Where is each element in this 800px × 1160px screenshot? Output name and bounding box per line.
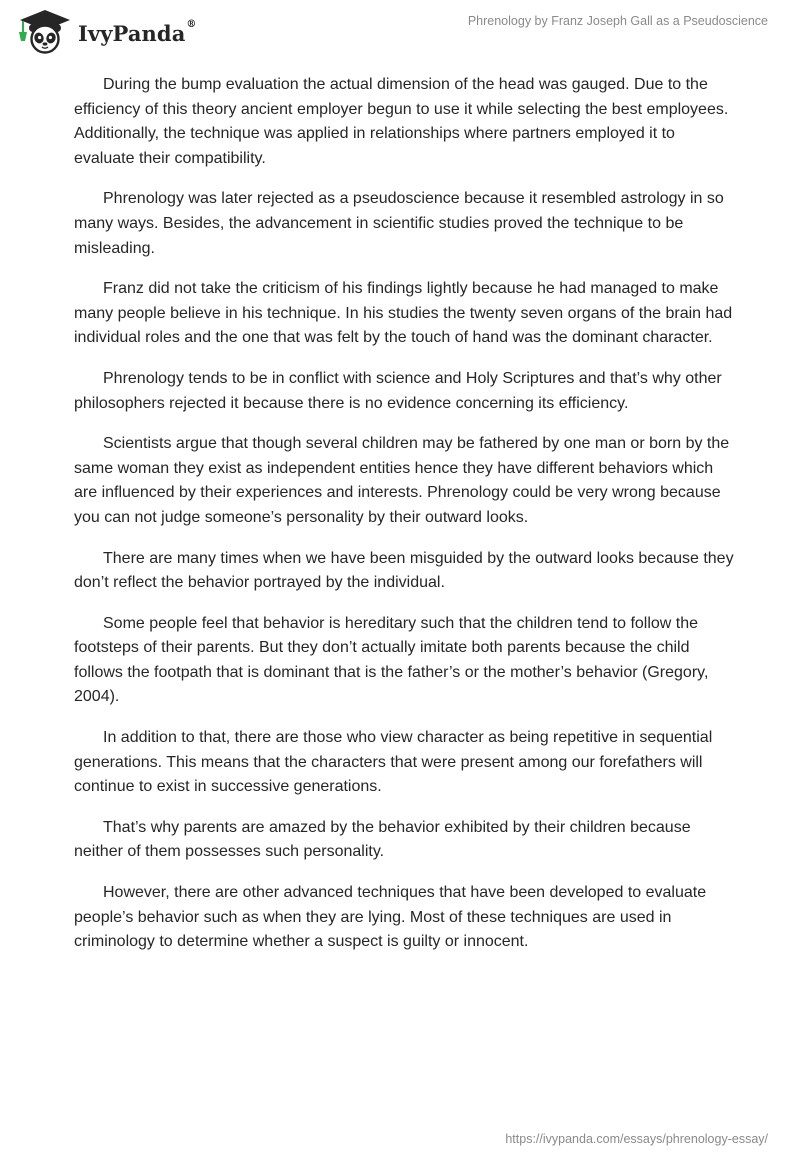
source-url[interactable]: https://ivypanda.com/essays/phrenology-essay/ [505, 1132, 768, 1146]
paragraph: Scientists argue that though several children may be fathered by one man or born by the same woman they exist as independent entities hence they have different behaviors which are influenced by their experiences and interests. Phrenology could be very wrong because you can not judge someone’s personality by their outward looks. [74, 435, 730, 526]
paragraph: Some people feel that behavior is hereditary such that the children tend to follow the footsteps of their parents. But they don’t actually imitate both parents because the child follows the footpath that is dominant that is the father’s or the mother’s behavior (Gregory, 2004). [74, 614, 709, 706]
paragraph: Phrenology was later rejected as a pseudoscience because it resembled astrology in so many ways. Besides, the advancement in scientific studies proved the technique to be misleading. [74, 190, 724, 257]
paragraph: That’s why parents are amazed by the behavior exhibited by their children because neither of them possesses such personality. [74, 818, 691, 861]
paragraph: Phrenology tends to be in conflict with science and Holy Scriptures and that’s why other philosophers rejected it because there is no evidence concerning its efficiency. [74, 369, 722, 412]
logo-wordmark: IvyPanda® [78, 18, 197, 46]
paragraph: In addition to that, there are those who view character as being repetitive in sequential generations. This means that the characters that were present among our forefathers will continue to exist in successive generations. [74, 729, 713, 796]
document-title: Phrenology by Franz Joseph Gall as a Pseudoscience [467, 14, 768, 28]
essay-body [74, 73, 734, 971]
ivypanda-logo[interactable] [14, 8, 197, 56]
paragraph: There are many times when we have been misguided by the outward looks because they don’t reflect the behavior portrayed by the individual. [74, 549, 734, 592]
paragraph: During the bump evaluation the actual dimension of the head was gauged. Due to the efficiency of this theory ancient employer begun to use it while selecting the best employees. Additionally, the technique was applied in relationships where partners employed it to evaluate their compatibility. [74, 76, 729, 167]
paragraph: Franz did not take the criticism of his findings lightly because he had managed to make many people believe in his technique. In his studies the twenty seven organs of the brain had individual roles and the one that was felt by the touch of hand was the dominant character. [74, 280, 733, 347]
paragraph: However, there are other advanced techniques that have been developed to evaluate people’s behavior such as when they are lying. Most of these techniques are used in criminology to determine whether a suspect is guilty or innocent. [74, 884, 707, 951]
panda-graduate-icon [14, 8, 76, 56]
page-header [0, 0, 800, 60]
